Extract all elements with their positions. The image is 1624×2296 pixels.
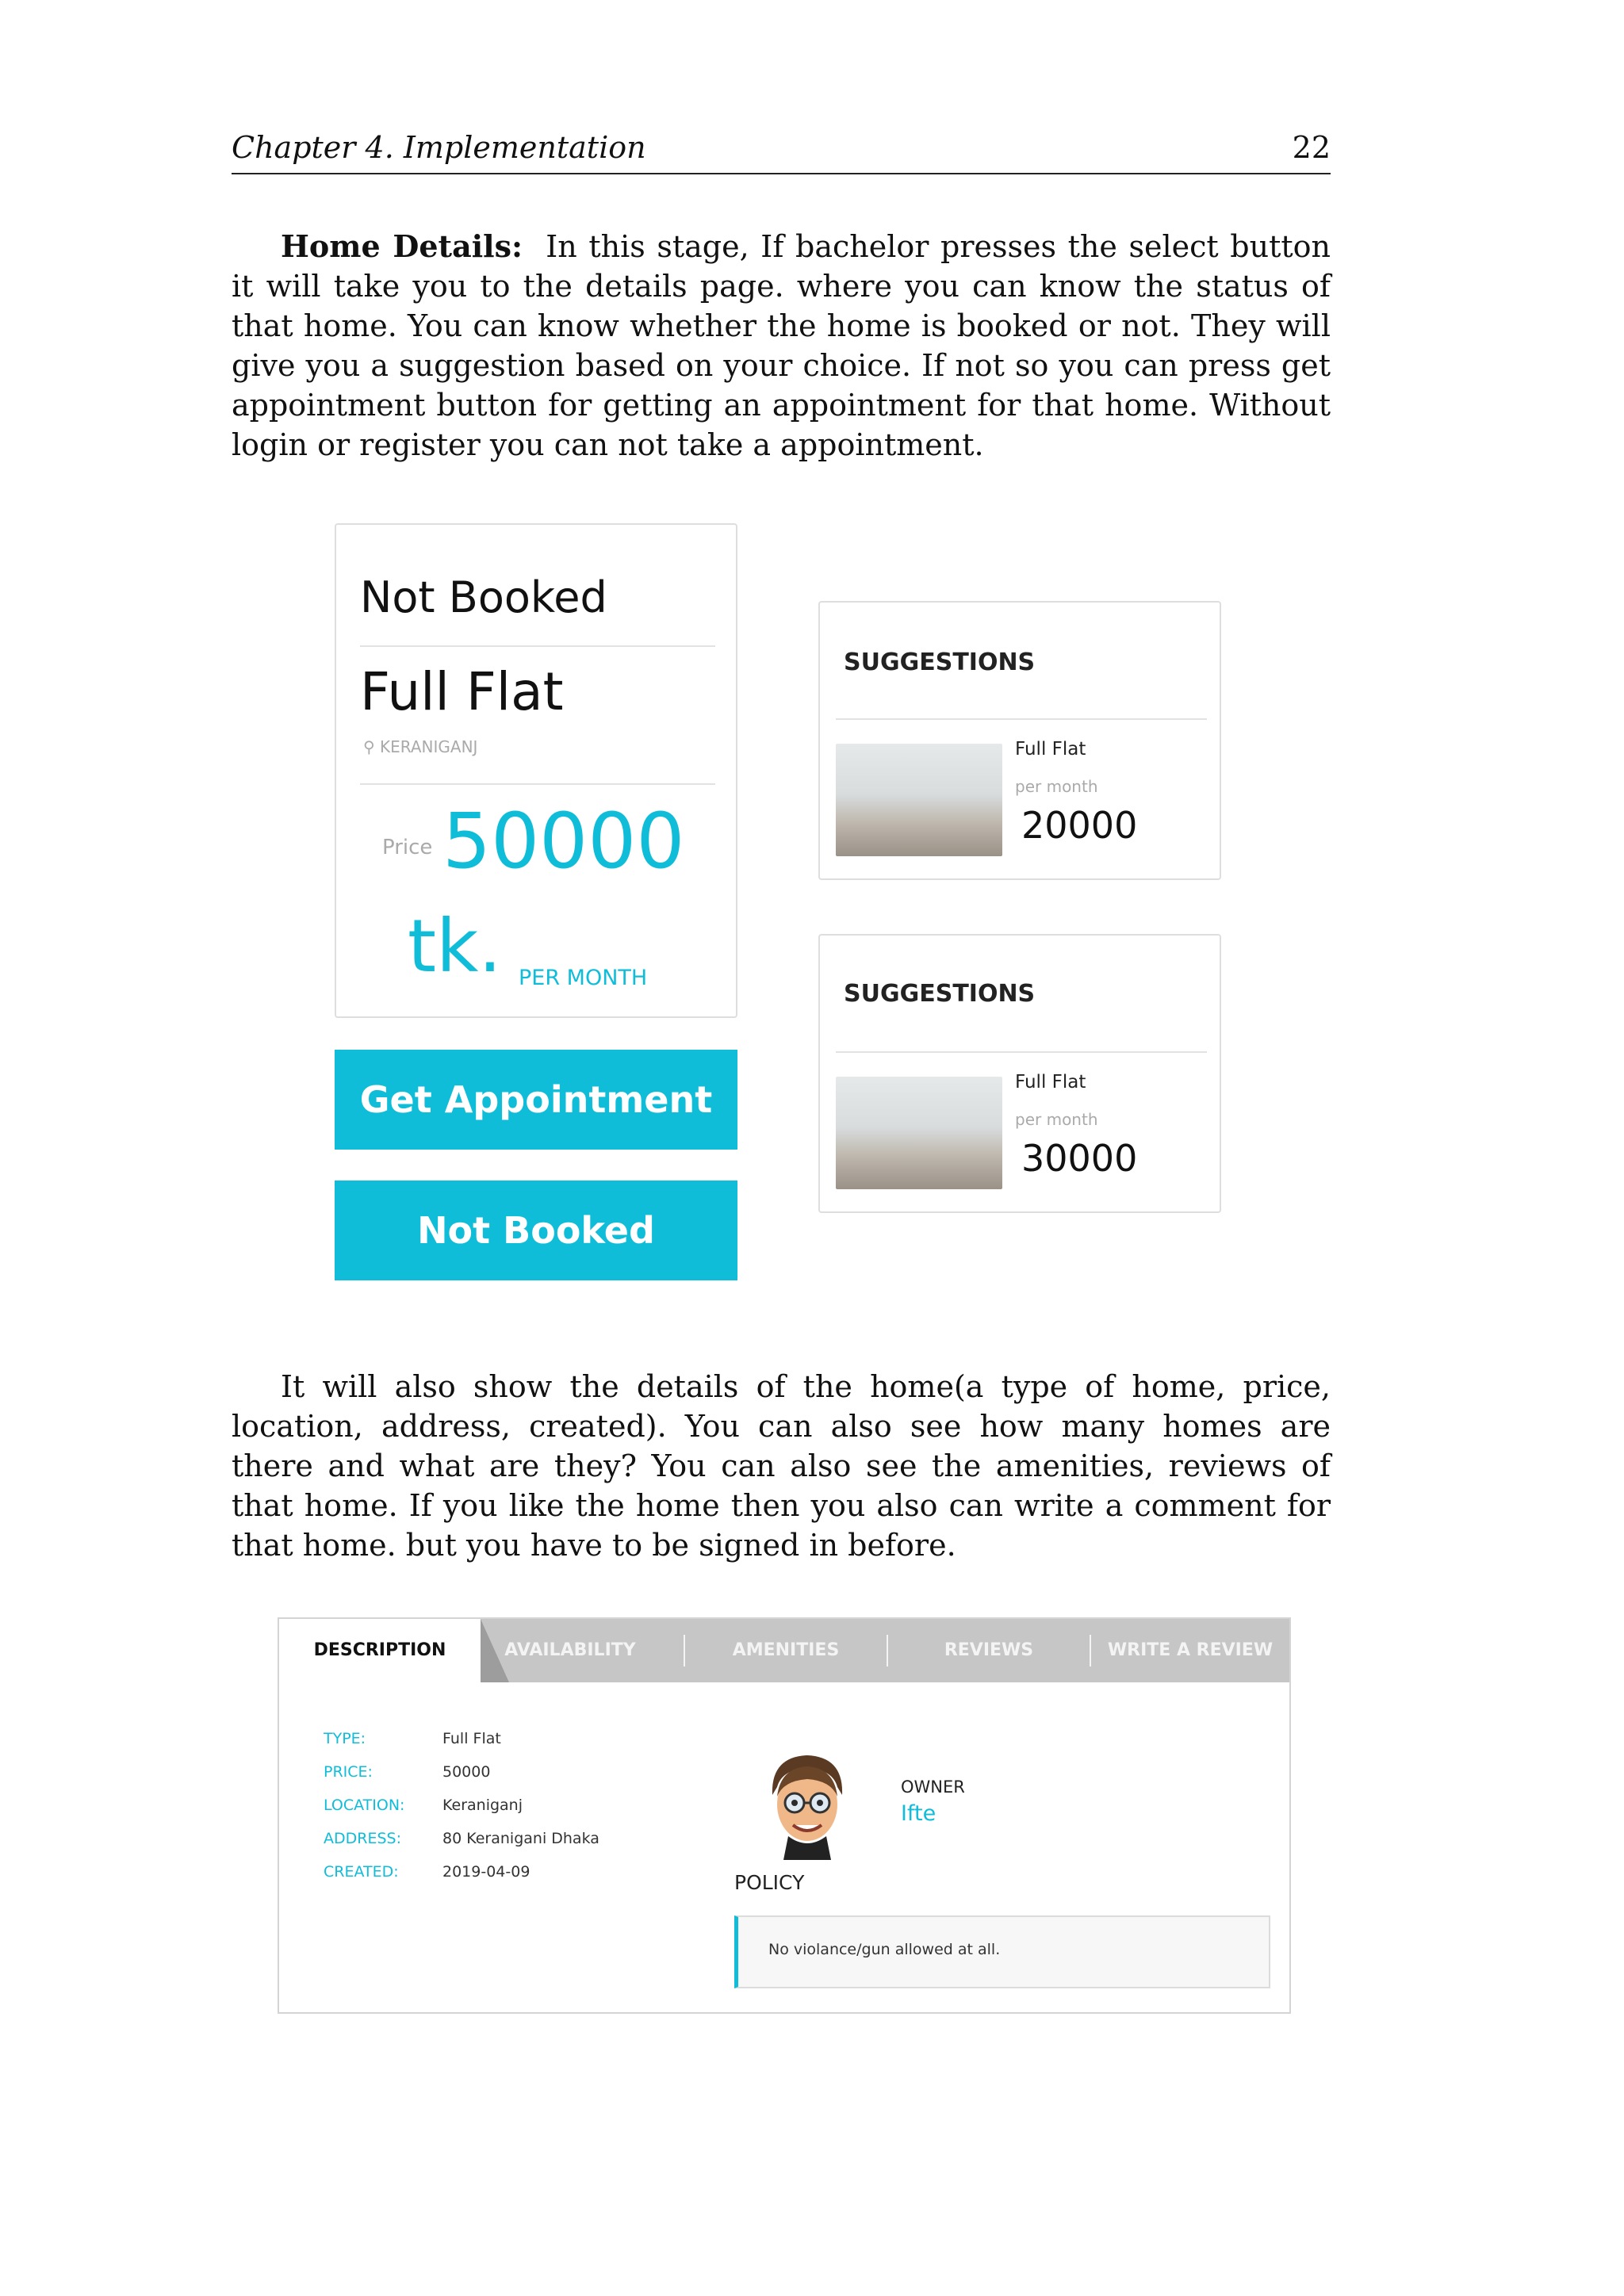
owner-avatar (764, 1749, 850, 1860)
suggestions-heading: SUGGESTIONS (844, 649, 1036, 676)
detail-label: ADDRESS: (324, 1830, 401, 1847)
paragraph-details-description (232, 1367, 1331, 1565)
get-appointment-button[interactable]: Get Appointment (335, 1050, 737, 1150)
detail-value: 50000 (442, 1763, 491, 1781)
owner-name[interactable]: Ifte (901, 1801, 936, 1826)
map-pin-icon: ⚲ (363, 737, 375, 756)
detail-label: TYPE: (324, 1730, 366, 1747)
suggestion-title[interactable]: Full Flat (1015, 739, 1086, 760)
suggestion-price: 20000 (1021, 804, 1138, 847)
policy-text: No violance/gun allowed at all. (768, 1941, 1001, 1958)
home-type-title: Full Flat (360, 661, 564, 722)
policy-heading: POLICY (734, 1871, 805, 1894)
per-month-label: PER MONTH (519, 966, 648, 990)
policy-box (734, 1915, 1270, 1988)
paragraph-home-details (232, 227, 1331, 465)
detail-value: 80 Keranigani Dhaka (442, 1830, 599, 1847)
suggestion-title[interactable]: Full Flat (1015, 1072, 1086, 1093)
detail-label: CREATED: (324, 1863, 399, 1881)
suggestion-per-label: per month (1015, 1110, 1098, 1129)
tab-write-review[interactable]: WRITE A REVIEW (1107, 1640, 1274, 1660)
home-detail-card (335, 523, 737, 1018)
chapter-title: Chapter 4. Implementation (232, 130, 646, 165)
price-label: Price (382, 836, 433, 859)
price-value: 50000 (442, 797, 685, 886)
room-thumbnail[interactable] (836, 1077, 1002, 1189)
detail-value: 2019-04-09 (442, 1863, 530, 1881)
detail-label: PRICE: (324, 1763, 373, 1781)
detail-value: Keraniganj (442, 1797, 523, 1814)
divider (360, 783, 715, 785)
tab-availability[interactable]: AVAILABILITY (504, 1640, 636, 1660)
divider (836, 718, 1207, 720)
booking-status-title: Not Booked (360, 572, 607, 622)
home-info-panel (278, 1617, 1291, 2014)
suggestions-heading: SUGGESTIONS (844, 980, 1036, 1008)
suggestion-price: 30000 (1021, 1137, 1138, 1180)
divider (836, 1051, 1207, 1053)
tab-bar (279, 1619, 1289, 1682)
tab-amenities[interactable]: AMENITIES (732, 1640, 840, 1660)
currency-label: tk. (408, 904, 502, 989)
running-header (232, 128, 1331, 174)
detail-label: LOCATION: (324, 1797, 405, 1814)
not-booked-button[interactable]: Not Booked (335, 1181, 737, 1280)
detail-value: Full Flat (442, 1730, 501, 1747)
room-thumbnail[interactable] (836, 744, 1002, 856)
paragraph-lead: Home Details: (281, 228, 523, 264)
divider (360, 645, 715, 647)
tab-reviews[interactable]: REVIEWS (944, 1640, 1034, 1660)
suggestion-per-label: per month (1015, 777, 1098, 796)
suggestion-card (818, 934, 1221, 1213)
tab-description[interactable]: DESCRIPTION (279, 1619, 481, 1682)
location-text: KERANIGANJ (380, 737, 478, 756)
page-number: 22 (1292, 130, 1331, 165)
owner-label: OWNER (901, 1777, 965, 1797)
paragraph-body: It will also show the details of the home(a type of home, price, location, address, created). You can also see how many homes are there and what are they? You can also see the amenities, reviews of that home. If you like the home then you also can write a comment for that home. but you have to be signed in before. (232, 1369, 1331, 1563)
paragraph-body: In this stage, If bachelor presses the select button it will take you to the details page. where you can know the status of that home. You can know whether the home is booked or not. They will give you a suggestion based on your choice. If not so you can press get appointment button for getting an appointment for that home. Without login or register you can not take a appointment. (232, 229, 1331, 462)
suggestion-card (818, 601, 1221, 880)
location-line (363, 737, 477, 756)
